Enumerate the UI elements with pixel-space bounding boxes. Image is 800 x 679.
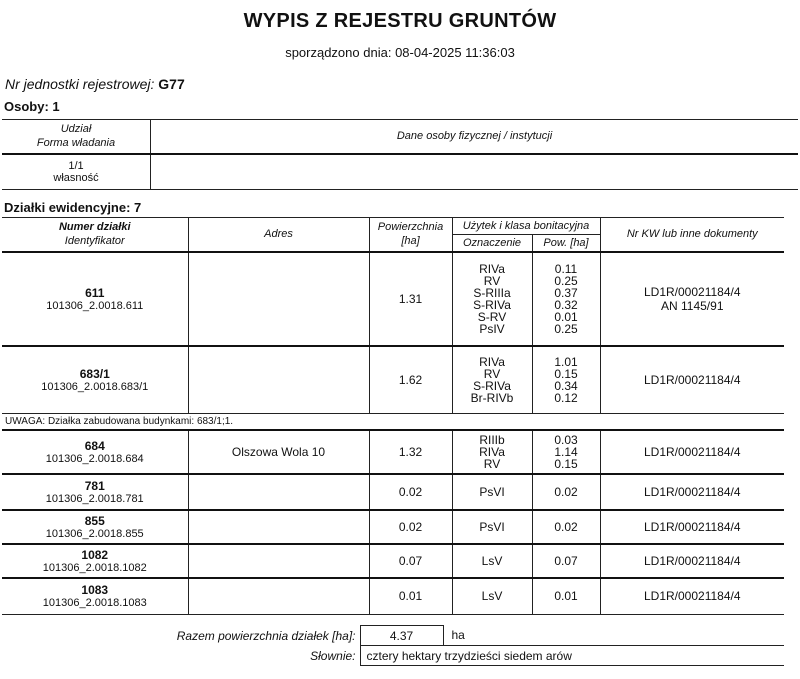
owner-details-cell — [151, 154, 799, 190]
plot-id-cell — [2, 346, 188, 414]
owner-row — [2, 154, 798, 190]
landuse-code: PsIV — [479, 321, 505, 336]
plot-identifier: 101306_2.0018.684 — [45, 453, 144, 465]
landuse-area: 0.25 — [554, 321, 578, 336]
landuse-area: 0.03 — [554, 433, 578, 447]
plot-landuse-areas — [532, 430, 600, 474]
plot-kw — [600, 544, 784, 578]
plot-row — [2, 430, 784, 474]
landuse-code: S-RV — [477, 309, 507, 324]
unit-label: Nr jednostki rejestrowej: — [5, 76, 155, 92]
plot-identifier: 101306_2.0018.1082 — [42, 562, 147, 574]
plot-address — [188, 474, 369, 510]
plot-identifier: 101306_2.0018.781 — [45, 493, 144, 505]
plot-landuse-codes — [452, 510, 532, 544]
landuse-code: S-RIVa — [473, 378, 511, 393]
plot-landuse-areas — [532, 346, 600, 414]
plot-row — [2, 252, 784, 346]
plot-landuse-codes — [452, 544, 532, 578]
plot-number: 1083 — [81, 583, 109, 598]
owner-share-cell: 1/1 własność — [2, 154, 151, 190]
landuse-area: 0.37 — [554, 285, 578, 300]
words-label: Słownie: — [2, 646, 360, 666]
plot-kw — [600, 252, 784, 346]
plots-heading: Działki ewidencyjne: 7 — [4, 200, 142, 215]
plot-id-cell — [2, 430, 188, 474]
landuse-code: S-RIVa — [473, 297, 511, 312]
plots-table — [2, 217, 784, 615]
plot-kw — [600, 474, 784, 510]
plot-landuse-codes — [452, 430, 532, 474]
plot-number: 855 — [84, 514, 105, 528]
plot-kw — [600, 578, 784, 614]
plot-note-row — [2, 414, 784, 431]
plot-identifier: 101306_2.0018.683/1 — [41, 380, 149, 393]
summary-table — [2, 625, 784, 666]
landuse-area: 0.11 — [554, 261, 578, 276]
owners-table — [2, 119, 798, 190]
plot-area: 1.32 — [369, 430, 452, 474]
landuse-code: RIVa — [479, 354, 505, 369]
landuse-code: LsV — [481, 554, 503, 568]
landuse-code: Br-RIVb — [470, 390, 514, 405]
landuse-area: 0.02 — [554, 520, 578, 534]
plot-identifier: 101306_2.0018.611 — [46, 299, 144, 312]
words-value: cztery hektary trzydzieści siedem arów — [360, 646, 784, 666]
owners-header-details: Dane osoby fizycznej / instytucji — [151, 120, 799, 154]
plot-row — [2, 474, 784, 510]
plot-number: 683/1 — [79, 366, 110, 381]
plot-id-cell — [2, 578, 188, 614]
owners-heading: Osoby: 1 — [4, 99, 60, 114]
plot-landuse-codes — [452, 252, 532, 346]
plot-area: 0.02 — [369, 474, 452, 510]
landuse-code: RV — [483, 366, 501, 381]
plot-row — [2, 510, 784, 544]
plot-landuse-codes — [452, 474, 532, 510]
plot-landuse-areas — [532, 474, 600, 510]
plot-area: 0.01 — [369, 578, 452, 614]
plot-number: 684 — [84, 439, 105, 453]
landuse-area: 0.12 — [554, 390, 578, 405]
landuse-area: 0.25 — [554, 273, 578, 288]
owners-header-share: Udział Forma władania — [2, 120, 151, 154]
plot-note: UWAGA: Działka zabudowana budynkami: 683/1;1. — [2, 414, 784, 431]
landuse-code: LsV — [481, 589, 503, 604]
landuse-area: 0.32 — [554, 297, 578, 312]
plot-landuse-areas — [532, 544, 600, 578]
landuse-code: S-RIIIa — [473, 285, 511, 300]
plot-number: 781 — [84, 479, 105, 493]
plot-row — [2, 346, 784, 414]
kw-number: LD1R/00021184/4 — [643, 284, 741, 299]
plot-id-cell — [2, 252, 188, 346]
kw-number: LD1R/00021184/4 — [643, 372, 741, 387]
plot-number: 1082 — [81, 548, 109, 562]
col-landuse-header: Użytek i klasa bonitacyjna — [452, 218, 600, 235]
plot-identifier: 101306_2.0018.855 — [45, 528, 144, 540]
kw-number: AN 1145/91 — [661, 298, 724, 313]
landuse-area: 0.34 — [554, 378, 578, 393]
plot-kw — [600, 430, 784, 474]
plot-landuse-areas — [532, 252, 600, 346]
plot-id-cell — [2, 474, 188, 510]
plot-id-cell — [2, 544, 188, 578]
landuse-area: 0.02 — [554, 485, 578, 499]
plot-area: 0.07 — [369, 544, 452, 578]
landuse-area: 1.01 — [554, 354, 578, 369]
landuse-code: RIIIb — [479, 433, 505, 447]
kw-number: LD1R/00021184/4 — [643, 554, 741, 568]
document-title: WYPIS Z REJESTRU GRUNTÓW — [243, 10, 557, 32]
kw-number: LD1R/00021184/4 — [643, 445, 741, 459]
plot-landuse-codes — [452, 346, 532, 414]
kw-number: LD1R/00021184/4 — [643, 589, 741, 604]
generated-date — [0, 45, 800, 60]
plot-address — [188, 346, 369, 414]
plot-address — [188, 510, 369, 544]
landuse-area: 0.15 — [554, 457, 578, 471]
plot-landuse-areas — [532, 510, 600, 544]
landuse-code: RV — [483, 273, 501, 288]
col-subarea-header: Pow. [ha] — [532, 235, 600, 252]
landuse-area: 0.01 — [554, 589, 578, 604]
col-address-header: Adres — [188, 218, 369, 252]
plot-kw — [600, 346, 784, 414]
plot-row — [2, 544, 784, 578]
col-designation-header: Oznaczenie — [452, 235, 532, 252]
landuse-code: RIVa — [479, 261, 505, 276]
plot-address — [188, 578, 369, 614]
plot-kw — [600, 510, 784, 544]
total-area-value: 4.37 — [360, 626, 443, 646]
unit-value: G77 — [158, 76, 185, 92]
plot-area: 0.02 — [369, 510, 452, 544]
landuse-area: 1.14 — [554, 445, 578, 459]
col-area-header: Powierzchnia [ha] — [369, 218, 452, 252]
plot-row — [2, 578, 784, 614]
plot-area: 1.62 — [369, 346, 452, 414]
plot-identifier: 101306_2.0018.1083 — [42, 597, 147, 610]
plot-address: Olszowa Wola 10 — [188, 430, 369, 474]
plot-area: 1.31 — [369, 252, 452, 346]
register-unit — [5, 76, 185, 92]
generated-value: 08-04-2025 11:36:03 — [395, 45, 515, 60]
landuse-code: RIVa — [479, 445, 505, 459]
total-area-label: Razem powierzchnia działek [ha]: — [2, 626, 360, 646]
landuse-area: 0.01 — [554, 309, 578, 324]
plot-address — [188, 252, 369, 346]
plot-id-cell — [2, 510, 188, 544]
generated-label: sporządzono dnia: — [285, 45, 392, 60]
total-area-unit: ha — [443, 626, 784, 646]
plot-number: 611 — [85, 285, 105, 300]
landuse-code: RV — [483, 457, 501, 471]
col-number-header: Numer działki Identyfikator — [2, 218, 188, 252]
landuse-area: 0.15 — [554, 366, 578, 381]
col-kw-header: Nr KW lub inne dokumenty — [600, 218, 784, 252]
plot-landuse-codes — [452, 578, 532, 614]
landuse-code: PsVI — [479, 485, 505, 499]
plot-landuse-areas — [532, 578, 600, 614]
landuse-code: PsVI — [479, 520, 505, 534]
landuse-area: 0.07 — [554, 554, 578, 568]
plot-address — [188, 544, 369, 578]
kw-number: LD1R/00021184/4 — [643, 485, 741, 499]
kw-number: LD1R/00021184/4 — [643, 520, 741, 534]
